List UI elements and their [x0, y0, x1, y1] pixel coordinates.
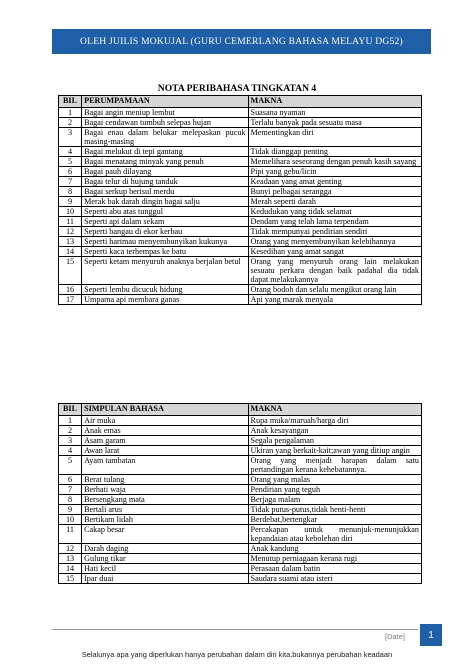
- row-term: Anak emas: [82, 426, 248, 436]
- row-meaning: Percakapan untuk menunjuk-menunjukkan kepandaian atau kebolehan diri: [248, 525, 421, 544]
- row-meaning: Mementingkan diri: [248, 128, 421, 147]
- row-term: Seperti abu atas tunggul: [82, 207, 248, 217]
- row-meaning: Keadaan yang amat genting: [248, 177, 421, 187]
- row-number: 2: [59, 118, 82, 128]
- table-row: [59, 247, 422, 257]
- table-row: [59, 227, 422, 237]
- row-term: Bagai angin meniup lembut: [82, 108, 248, 118]
- table-row: [59, 525, 422, 544]
- row-number: 6: [59, 475, 82, 485]
- table-row: [59, 564, 422, 574]
- row-number: 8: [59, 495, 82, 505]
- table-row: [59, 217, 422, 227]
- row-term: Ipar duai: [82, 574, 248, 584]
- row-term: Darah daging: [82, 544, 248, 554]
- row-term: Bertali arus: [82, 505, 248, 515]
- footer-date: [Date]: [385, 632, 406, 641]
- row-term: Air muka: [82, 416, 248, 426]
- row-number: 14: [59, 564, 82, 574]
- header-bil: BIL: [59, 404, 82, 416]
- row-number: 3: [59, 128, 82, 147]
- row-number: 11: [59, 525, 82, 544]
- header-makna: MAKNA: [248, 96, 421, 108]
- table-header-row: [59, 96, 422, 108]
- row-number: 10: [59, 207, 82, 217]
- row-term: Ayam tambatan: [82, 456, 248, 475]
- row-meaning: Tidak putus-putus,tidak henti-henti: [248, 505, 421, 515]
- perumpamaan-table: [58, 95, 422, 305]
- row-number: 14: [59, 247, 82, 257]
- row-meaning: Orang bodoh dan selalu mengikut orang lain: [248, 285, 421, 295]
- footer-divider: [52, 629, 418, 630]
- row-number: 2: [59, 426, 82, 436]
- table-row: [59, 177, 422, 187]
- table-row: [59, 118, 422, 128]
- row-meaning: Berjaga malam: [248, 495, 421, 505]
- table-row: [59, 237, 422, 247]
- row-term: Gulung tikar: [82, 554, 248, 564]
- table-row: [59, 426, 422, 436]
- row-meaning: Orang yang menjadi harapan dalam satu pertandingan kerana kehebatannya.: [248, 456, 421, 475]
- row-number: 16: [59, 285, 82, 295]
- row-meaning: Ukiran yang berkait-kait;awan yang ditiup angin: [248, 446, 421, 456]
- row-meaning: Bunyi pelbagai serangga: [248, 187, 421, 197]
- row-number: 15: [59, 574, 82, 584]
- row-meaning: Saudara suami atau isteri: [248, 574, 421, 584]
- row-meaning: Anak kesayangan: [248, 426, 421, 436]
- row-term: Seperti harimau menyembunyikan kukunya: [82, 237, 248, 247]
- row-meaning: Tidak dianggap penting: [248, 147, 421, 157]
- table-row: [59, 495, 422, 505]
- row-meaning: Pendirian yang teguh: [248, 485, 421, 495]
- row-number: 7: [59, 485, 82, 495]
- row-term: Seperti kaca terhempas ke batu: [82, 247, 248, 257]
- row-number: 13: [59, 237, 82, 247]
- row-number: 3: [59, 436, 82, 446]
- row-number: 10: [59, 515, 82, 525]
- row-term: Seperti lembu dicucuk hidung: [82, 285, 248, 295]
- table-row: [59, 515, 422, 525]
- row-term: Bertikam lidah: [82, 515, 248, 525]
- table-row: [59, 554, 422, 564]
- row-meaning: Suasana nyaman: [248, 108, 421, 118]
- row-meaning: Tidak mempunyai pendirian sendiri: [248, 227, 421, 237]
- table-row: [59, 446, 422, 456]
- page-title: NOTA PERIBAHASA TINGKATAN 4: [157, 83, 317, 94]
- row-term: Asam garam: [82, 436, 248, 446]
- row-term: Bagai melukut di tepi gantang: [82, 147, 248, 157]
- row-number: 4: [59, 147, 82, 157]
- table-row: [59, 108, 422, 118]
- row-meaning: Perasaan dalam batin: [248, 564, 421, 574]
- table-row: [59, 416, 422, 426]
- row-meaning: Pipi yang gebu/licin: [248, 167, 421, 177]
- row-term: Merak bak darah dingin bagai salju: [82, 197, 248, 207]
- header-bil: BIL: [59, 96, 82, 108]
- row-term: Hati kecil: [82, 564, 248, 574]
- table-row: [59, 544, 422, 554]
- row-number: 9: [59, 505, 82, 515]
- row-number: 13: [59, 554, 82, 564]
- row-meaning: Rupa muka/maruah/harga diri: [248, 416, 421, 426]
- row-number: 6: [59, 167, 82, 177]
- row-meaning: Kesedihan yang amat sangat: [248, 247, 421, 257]
- table-row: [59, 295, 422, 305]
- row-meaning: Orang yang malas: [248, 475, 421, 485]
- row-meaning: Menutup perniagaan kerana rugi: [248, 554, 421, 564]
- table-row: [59, 257, 422, 285]
- table-row: [59, 197, 422, 207]
- row-meaning: Terlalu banyak pada sesuatu masa: [248, 118, 421, 128]
- table-row: [59, 207, 422, 217]
- table-row: [59, 475, 422, 485]
- row-term: Bagai cendawan tumbuh selepas hujan: [82, 118, 248, 128]
- row-term: Seperti bangau di ekor kerbau: [82, 227, 248, 237]
- row-term: Seperti api dalam sekam: [82, 217, 248, 227]
- row-number: 17: [59, 295, 82, 305]
- row-number: 1: [59, 108, 82, 118]
- row-number: 7: [59, 177, 82, 187]
- table-row: [59, 285, 422, 295]
- row-term: Bersengkang mata: [82, 495, 248, 505]
- table-row: [59, 157, 422, 167]
- row-meaning: Segala pengalaman: [248, 436, 421, 446]
- simpulan-bahasa-table: [58, 403, 422, 584]
- row-number: 8: [59, 187, 82, 197]
- row-term: Umpama api membara ganas: [82, 295, 248, 305]
- row-term: Bagai pauh dilayang: [82, 167, 248, 177]
- table-row: [59, 128, 422, 147]
- row-meaning: Berdebat,bertengkar: [248, 515, 421, 525]
- table-row: [59, 187, 422, 197]
- table-row: [59, 485, 422, 495]
- row-meaning: Api yang marak menyala: [248, 295, 421, 305]
- table-row: [59, 456, 422, 475]
- header-simpulan-bahasa: SIMPULAN BAHASA: [82, 404, 248, 416]
- row-term: Bagai telur di hujung tanduk: [82, 177, 248, 187]
- page-number: 1: [420, 624, 442, 646]
- row-meaning: Anak kandung: [248, 544, 421, 554]
- table-header-row: [59, 404, 422, 416]
- row-number: 1: [59, 416, 82, 426]
- row-number: 12: [59, 544, 82, 554]
- table-row: [59, 147, 422, 157]
- header-banner: OLEH JUILIS MOKUJAL (GURU CEMERLANG BAHASA MELAYU DG52): [52, 29, 431, 54]
- row-number: 11: [59, 217, 82, 227]
- row-number: 15: [59, 257, 82, 285]
- row-number: 9: [59, 197, 82, 207]
- row-term: Berat tulang: [82, 475, 248, 485]
- row-term: Cakap besar: [82, 525, 248, 544]
- row-term: Awan larat: [82, 446, 248, 456]
- header-makna: MAKNA: [248, 404, 421, 416]
- row-term: Berhati waja: [82, 485, 248, 495]
- row-number: 4: [59, 446, 82, 456]
- table-row: [59, 574, 422, 584]
- row-number: 12: [59, 227, 82, 237]
- footer-quote: Selalunya apa yang diperlukan hanya perubahan dalam diri kita,bukannya perubahan keadaan: [81, 650, 393, 659]
- row-meaning: Orang yang menyuruh orang lain melakukan sesuatu perkara dengan baik padahal dia tidak dapat melakukannya: [248, 257, 421, 285]
- table-row: [59, 505, 422, 515]
- row-term: Bagai serkup berisul merdu: [82, 187, 248, 197]
- row-term: Bagai enau dalam belukar melepaskan pucuk masing-masing: [82, 128, 248, 147]
- row-meaning: Dendam yang telah lama terpendam: [248, 217, 421, 227]
- table-row: [59, 167, 422, 177]
- row-meaning: Memelihara seseorang dengan penuh kasih sayang: [248, 157, 421, 167]
- row-term: Seperti ketam menyuruh anaknya berjalan betul: [82, 257, 248, 285]
- row-term: Bagai menatang minyak yang penuh: [82, 157, 248, 167]
- row-meaning: Orang yang menyembunyikan kelebihannya: [248, 237, 421, 247]
- row-number: 5: [59, 456, 82, 475]
- row-meaning: Merah seperti darah: [248, 197, 421, 207]
- row-number: 5: [59, 157, 82, 167]
- table-row: [59, 436, 422, 446]
- header-perumpamaan: PERUMPAMAAN: [82, 96, 248, 108]
- row-meaning: Kedudukan yang tidak selamat: [248, 207, 421, 217]
